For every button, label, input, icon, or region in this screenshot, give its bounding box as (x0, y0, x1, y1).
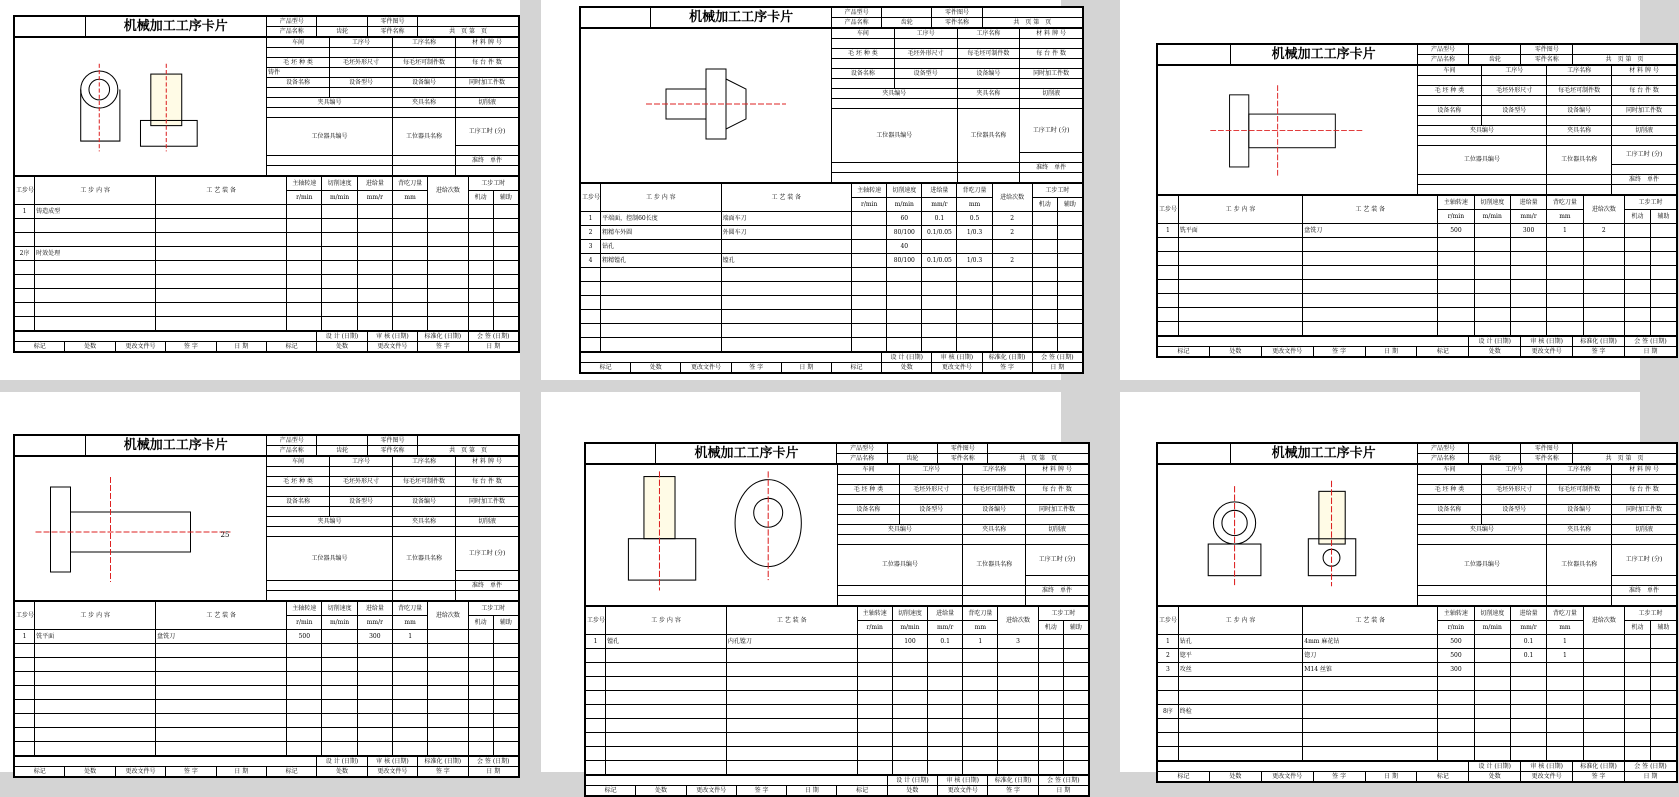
table-row (586, 761, 1089, 775)
table-row (581, 338, 1083, 352)
table-row (581, 282, 1083, 296)
card-footer: 设 计 (日期) 审 核 (日期) 标准化 (日期) 会 签 (日期) 标记 处数 更改文件号 签 字 日 期 标记 处数 更改文件号 签 字 日 期 (1157, 761, 1677, 782)
table-row (1158, 294, 1677, 308)
table-row (15, 289, 519, 303)
table-row: 1 铣平面 盘铣刀 500 300 1 (15, 630, 519, 644)
process-card (584, 442, 1090, 797)
table-row (581, 268, 1083, 282)
card-header: 机械加工工序卡片 产品型号 零件图号 产品名称 齿轮 零件名称 共 页 第 页 (1157, 443, 1677, 464)
table-row: 1 铸造成型 (15, 205, 519, 219)
process-card (579, 6, 1084, 374)
table-row (15, 728, 519, 742)
table-row (15, 233, 519, 247)
card-footer: 设 计 (日期) 审 核 (日期) 标准化 (日期) 会 签 (日期) 标记 处数 更改文件号 签 字 日 期 标记 处数 更改文件号 签 字 日 期 (580, 352, 1083, 373)
table-row (15, 686, 519, 700)
table-row (1158, 238, 1677, 252)
table-row (586, 663, 1089, 677)
card-info: 车间 工序号 工序名称 材 料 牌 号 毛 坯 种 类 毛坯外形尺寸 每毛坯可制件数 每 台 件 数 设备名称 设备型号 设备编号 同时加工件数 夹具编号 夹具名称 切削液 工位器具编号 工位器具名称 工序工时 (分) 准终 单件 (585, 464, 1089, 606)
card-header: 机械加工工序卡片 产品型号 零件图号 产品名称 齿轮 零件名称 共 页 第 页 (14, 16, 519, 37)
card-footer: 设 计 (日期) 审 核 (日期) 标准化 (日期) 会 签 (日期) 标记 处数 更改文件号 签 字 日 期 标记 处数 更改文件号 签 字 日 期 (585, 775, 1089, 796)
table-row (15, 303, 519, 317)
card-info: 25 车间 工序号 工序名称 材 料 牌 号 毛 坯 种 类 毛坯外形尺寸 每毛坯可制件数 每 台 件 数 设备名称 设备型号 设备编号 同时加工件数 夹具编号 夹具名称 切削液 工位器具编号 工位器具名称 工序工时 (分) 准终 单件 (14, 456, 519, 601)
table-row (15, 700, 519, 714)
table-row: 2 锪平 锪刀 500 0.1 1 (1158, 649, 1677, 663)
card-title: 机械加工工序卡片 (85, 17, 266, 37)
table-row (586, 705, 1089, 719)
table-row: 1 镗孔 内孔镗刀 100 0.1 1 3 (586, 635, 1089, 649)
card-header: 机械加工工序卡片 产品型号 零件图号 产品名称 齿轮 零件名称 共 页 第 页 (1157, 44, 1677, 65)
card-info: 车间 工序号 工序名称 材 料 牌 号 毛 坯 种 类 毛坯外形尺寸 每毛坯可制件数 每 台 件 数 设备名称 设备型号 设备编号 同时加工件数 夹具编号 夹具名称 切削液 工位器具编号 工位器具名称 工序工时 (分) 准终 单件 (580, 28, 1083, 183)
table-row (1158, 322, 1677, 336)
drawing-area (15, 457, 267, 601)
table-row (15, 644, 519, 658)
table-row (15, 714, 519, 728)
table-row (15, 672, 519, 686)
process-card (13, 15, 520, 353)
table-row (586, 747, 1089, 761)
card-title: 机械加工工序卡片 (1230, 444, 1417, 464)
part-drawing-icon (1159, 66, 1416, 191)
operations-table: 工步号 工 步 内 容 工 艺 装 备 主轴转速 切削速度 进给量 背吃刀量 进给次数 工步工时 r/min m/min mm/r mm 机动 辅助 1 铣平面 盘铣刀 500 300 1 (14, 601, 519, 756)
card-title: 机械加工工序卡片 (656, 444, 837, 464)
drawing-area (1158, 66, 1418, 195)
card-title: 机械加工工序卡片 (1230, 45, 1417, 65)
operations-table: 工步号 工 步 内 容 工 艺 装 备 主轴转速 切削速度 进给量 背吃刀量 进给次数 工步工时 r/min m/min mm/r mm 机动 辅助 1 钻孔 4mm 麻花钻 500 0.1 1 2 锪平 锪刀 500 0.1 1 3 攻丝 M14 丝锥 300 8序 终检 (1157, 606, 1677, 761)
card-title: 机械加工工序卡片 (651, 8, 832, 28)
part-drawing-icon (16, 457, 265, 597)
table-row: 3 钻孔 40 (581, 240, 1083, 254)
table-row (586, 649, 1089, 663)
table-row (15, 742, 519, 756)
table-row (15, 219, 519, 233)
drawing-area (581, 29, 832, 183)
table-row (586, 719, 1089, 733)
card-header: 机械加工工序卡片 产品型号 零件图号 产品名称 齿轮 零件名称 共 页 第 页 (14, 435, 519, 456)
table-row (1158, 308, 1677, 322)
table-row (1158, 266, 1677, 280)
table-row (581, 324, 1083, 338)
table-row: 2序 时效处理 (15, 247, 519, 261)
table-row: 1 钻孔 4mm 麻花钻 500 0.1 1 (1158, 635, 1677, 649)
card-footer: 设 计 (日期) 审 核 (日期) 标准化 (日期) 会 签 (日期) 标记 处数 更改文件号 签 字 日 期 标记 处数 更改文件号 签 字 日 期 (14, 331, 519, 352)
operations-table: 工步号 工 步 内 容 工 艺 装 备 主轴转速 切削速度 进给量 背吃刀量 进给次数 工步工时 r/min m/min mm/r mm 机动 辅助 1 平端面，控制60长度 端面车刀 60 0.1 0.5 2 2 粗精车外圆 外圆车刀 80/100 0.1/0.05 1/0.3 2 3 钻孔 40 4 粗精镗孔 镗孔 80/100 0.1/0.05 1/0.3 2 (580, 183, 1083, 352)
table-row (15, 261, 519, 275)
table-row: 8序 终检 (1158, 705, 1677, 719)
table-row (1158, 252, 1677, 266)
operations-table: 工步号 工 步 内 容 工 艺 装 备 主轴转速 切削速度 进给量 背吃刀量 进给次数 工步工时 r/min m/min mm/r mm 机动 辅助 1 镗孔 内孔镗刀 100 0.1 1 3 (585, 606, 1089, 775)
table-row (1158, 280, 1677, 294)
card-footer: 设 计 (日期) 审 核 (日期) 标准化 (日期) 会 签 (日期) 标记 处数 更改文件号 签 字 日 期 标记 处数 更改文件号 签 字 日 期 (1157, 336, 1677, 357)
table-row (586, 677, 1089, 691)
card-info: 车间 工序号 工序名称 材 料 牌 号 毛 坯 种 类 毛坯外形尺寸 每毛坯可制件数 每 台 件 数 设备名称 设备型号 设备编号 同时加工件数 夹具编号 夹具名称 切削液 工位器具编号 工位器具名称 工序工时 (分) 准终 单件 (1157, 65, 1677, 195)
table-row (1158, 677, 1677, 691)
table-row: 2 粗精车外圆 外圆车刀 80/100 0.1/0.05 1/0.3 2 (581, 226, 1083, 240)
card-title: 机械加工工序卡片 (85, 436, 266, 456)
card-header: 机械加工工序卡片 产品型号 零件图号 产品名称 齿轮 零件名称 共 页 第 页 (585, 443, 1089, 464)
operations-table: 工步号 工 步 内 容 工 艺 装 备 主轴转速 切削速度 进给量 背吃刀量 进给次数 工步工时 r/min m/min mm/r mm 机动 辅助 1 铸造成型 2序 时效处理 (14, 176, 519, 331)
operations-table: 工步号 工 步 内 容 工 艺 装 备 主轴转速 切削速度 进给量 背吃刀量 进给次数 工步工时 r/min m/min mm/r mm 机动 辅助 1 铣平面 盘铣刀 500 300 1 2 (1157, 195, 1677, 336)
process-card (1156, 43, 1678, 358)
table-row: 3 攻丝 M14 丝锥 300 (1158, 663, 1677, 677)
card-header: 机械加工工序卡片 产品型号 零件图号 产品名称 齿轮 零件名称 共 页 第 页 (580, 7, 1083, 28)
table-row (1158, 719, 1677, 733)
table-row (15, 275, 519, 289)
part-drawing-icon (16, 38, 265, 172)
table-row (586, 691, 1089, 705)
table-row (15, 317, 519, 331)
table-row: 1 平端面，控制60长度 端面车刀 60 0.1 0.5 2 (581, 212, 1083, 226)
part-drawing-icon (582, 29, 830, 179)
process-card (1156, 442, 1678, 783)
svg-text:25: 25 (220, 531, 230, 539)
table-row (1158, 691, 1677, 705)
part-drawing-icon (1159, 465, 1416, 602)
drawing-area (1158, 465, 1418, 606)
table-row: 4 粗精镗孔 镗孔 80/100 0.1/0.05 1/0.3 2 (581, 254, 1083, 268)
part-drawing-icon (587, 465, 836, 602)
table-row (1158, 733, 1677, 747)
table-row (15, 658, 519, 672)
card-footer: 设 计 (日期) 审 核 (日期) 标准化 (日期) 会 签 (日期) 标记 处数 更改文件号 签 字 日 期 标记 处数 更改文件号 签 字 日 期 (14, 756, 519, 777)
table-row (581, 296, 1083, 310)
process-card (13, 434, 520, 778)
table-row: 1 铣平面 盘铣刀 500 300 1 2 (1158, 224, 1677, 238)
card-info: 车间 工序号 工序名称 材 料 牌 号 毛 坯 种 类 毛坯外形尺寸 每毛坯可制件数 每 台 件 数 设备名称 设备型号 设备编号 同时加工件数 夹具编号 夹具名称 切削液 工位器具编号 工位器具名称 工序工时 (分) 准终 单件 (1157, 464, 1677, 606)
table-row (1158, 747, 1677, 761)
drawing-area (586, 465, 838, 606)
drawing-area (15, 38, 267, 176)
table-row (581, 310, 1083, 324)
table-row (586, 733, 1089, 747)
card-info: 车间 工序号 工序名称 材 料 牌 号 毛 坯 种 类 毛坯外形尺寸 每毛坯可制件数 每 台 件 数 铸件 设备名称 设备型号 设备编号 同时加工件数 夹具编号 夹具名称 切削液 工位器具编号 工位器具名称 工序工时 (分) 准终 单件 (14, 37, 519, 176)
